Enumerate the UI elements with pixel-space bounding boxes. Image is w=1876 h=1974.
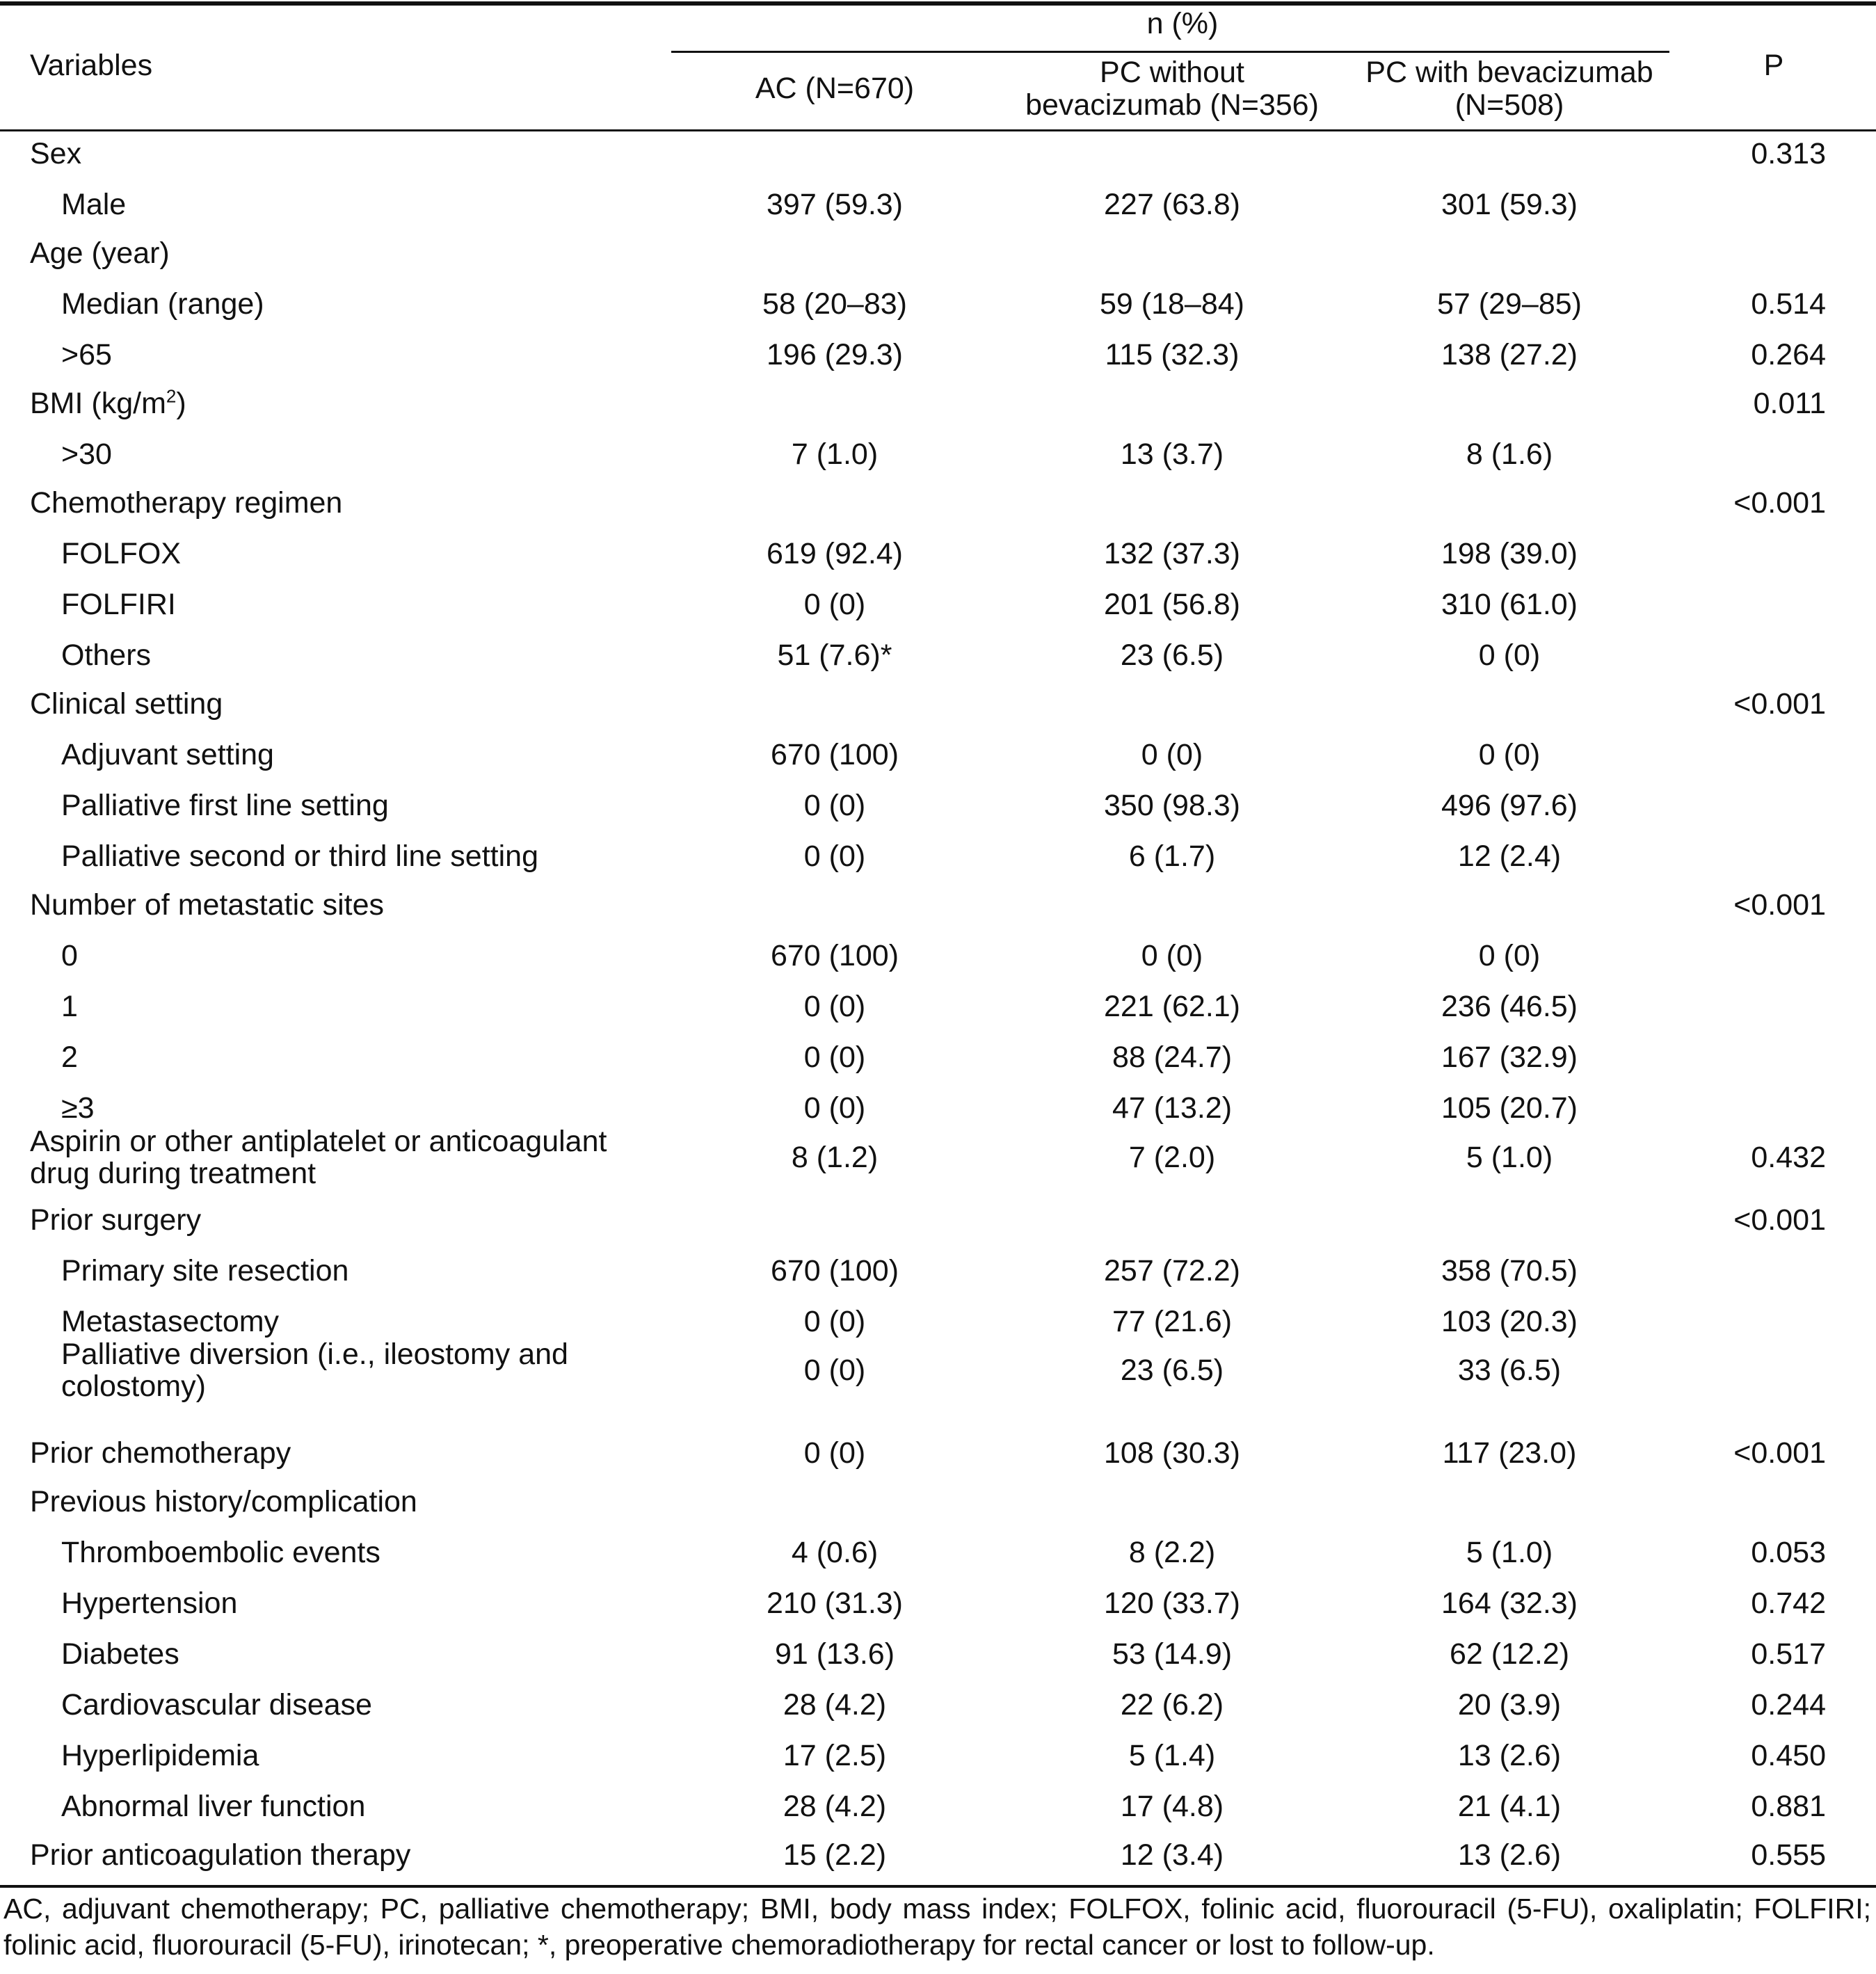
row-label: Palliative diversion (i.e., ileostomy and [61,1338,568,1371]
table-footnote: AC, adjuvant chemotherapy; PC, palliative chemotherapy; BMI, body mass index; FOLFOX, folinic acid, fluorouracil (5-FU), oxaliplatin; FOLFIRI; folinic acid, fluorouracil (5-FU), irinotecan; *, preoperative chemoradiotherapy for rectal cancer or lost to follow-up. [3,1893,1871,1961]
row-label: Metastasectomy [61,1305,280,1338]
cell-pc-with: 167 (32.9) [1441,1041,1578,1074]
cell-ac: 0 (0) [803,1305,866,1338]
cell-ac: 28 (4.2) [783,1688,887,1722]
cell-pc-without: 201 (56.8) [1103,588,1241,621]
cell-pc-with: 12 (2.4) [1457,840,1562,873]
row-label: ≥3 [61,1091,95,1125]
row-label: Adjuvant setting [61,738,274,771]
row-label: Male [61,188,127,221]
cell-pc-with: 0 (0) [1478,939,1541,972]
cell-p-value: 0.514 [1751,287,1826,321]
cell-p-value: 0.881 [1751,1790,1826,1823]
row-label: Diabetes [61,1637,179,1671]
cell-pc-without: 77 (21.6) [1112,1305,1233,1338]
top-rule [0,1,1876,6]
cell-pc-without: 257 (72.2) [1103,1254,1241,1287]
row-label-line2: drug during treatment [30,1157,316,1190]
cell-pc-without: 12 (3.4) [1120,1838,1224,1872]
cell-pc-without: 0 (0) [1141,738,1203,771]
row-label: 0 [61,939,78,972]
header-pc-without-line2: bevacizumab (N=356) [1025,88,1319,122]
row-label: >65 [61,338,112,371]
header-pc-with-line2: (N=508) [1454,88,1564,122]
row-label: Hyperlipidemia [61,1739,259,1772]
cell-ac: 15 (2.2) [783,1838,887,1872]
cell-ac: 4 (0.6) [791,1536,879,1569]
cell-pc-without: 23 (6.5) [1120,1354,1224,1387]
cell-p-value: 0.011 [1753,387,1826,420]
cell-pc-with: 57 (29–85) [1437,287,1582,321]
row-label-line2: colostomy) [61,1370,206,1403]
row-label: Previous history/complication [30,1485,417,1518]
cell-p-value: 0.244 [1751,1688,1826,1722]
cell-ac: 619 (92.4) [766,537,904,570]
cell-pc-without: 22 (6.2) [1120,1688,1224,1722]
cell-pc-without: 53 (14.9) [1112,1637,1233,1671]
cell-ac: 91 (13.6) [774,1637,895,1671]
row-label: Chemotherapy regimen [30,486,343,520]
cell-pc-without: 0 (0) [1141,939,1203,972]
cell-pc-with: 62 (12.2) [1449,1637,1570,1671]
cell-pc-with: 0 (0) [1478,639,1541,672]
row-label: Hypertension [61,1587,238,1620]
cell-p-value: <0.001 [1733,486,1826,520]
cell-ac: 0 (0) [803,1041,866,1074]
cell-pc-with: 117 (23.0) [1442,1436,1577,1470]
cell-pc-with: 496 (97.6) [1441,789,1578,822]
cell-pc-without: 227 (63.8) [1103,188,1241,221]
row-label: Prior anticoagulation therapy [30,1838,411,1872]
header-n-pct: n (%) [1146,7,1219,40]
cell-pc-with: 310 (61.0) [1441,588,1578,621]
cell-pc-without: 115 (32.3) [1105,338,1240,371]
cell-pc-with: 0 (0) [1478,738,1541,771]
cell-pc-with: 20 (3.9) [1457,1688,1562,1722]
row-label: Aspirin or other antiplatelet or anticoagulant [30,1125,607,1158]
cell-pc-with: 8 (1.6) [1466,438,1553,471]
cell-pc-with: 103 (20.3) [1441,1305,1578,1338]
cell-ac: 670 (100) [770,939,899,972]
cell-ac: 210 (31.3) [766,1587,904,1620]
cell-p-value: 0.450 [1751,1739,1826,1772]
cell-p-value: <0.001 [1733,687,1826,721]
row-label: Prior chemotherapy [30,1436,291,1470]
bottom-rule [0,1885,1876,1888]
n-pct-spanner-rule [671,51,1669,53]
cell-ac: 0 (0) [803,588,866,621]
header-p: P [1763,49,1784,82]
header-ac: AC (N=670) [755,72,915,105]
row-label: Palliative second or third line setting [61,840,538,873]
row-label: 1 [61,990,78,1023]
cell-pc-with: 33 (6.5) [1457,1354,1562,1387]
row-label: Palliative first line setting [61,789,389,822]
header-pc-without-line1: PC without [1100,56,1244,89]
row-label: Prior surgery [30,1203,202,1237]
cell-p-value: 0.432 [1751,1141,1826,1174]
cell-ac: 7 (1.0) [791,438,879,471]
cell-ac: 0 (0) [803,1091,866,1125]
row-label: 2 [61,1041,78,1074]
cell-pc-with: 236 (46.5) [1441,990,1578,1023]
cell-pc-without: 23 (6.5) [1120,639,1224,672]
cell-pc-with: 164 (32.3) [1441,1587,1578,1620]
cell-ac: 0 (0) [803,789,866,822]
cell-pc-without: 17 (4.8) [1120,1790,1224,1823]
row-label: FOLFIRI [61,588,176,621]
cell-pc-without: 13 (3.7) [1120,438,1224,471]
cell-ac: 397 (59.3) [766,188,904,221]
cell-pc-with: 5 (1.0) [1466,1536,1553,1569]
row-label: Abnormal liver function [61,1790,366,1823]
cell-ac: 17 (2.5) [783,1739,887,1772]
cell-ac: 28 (4.2) [783,1790,887,1823]
cell-p-value: <0.001 [1733,1436,1826,1470]
cell-p-value: 0.742 [1751,1587,1826,1620]
cell-pc-with: 138 (27.2) [1441,338,1578,371]
cell-pc-with: 105 (20.7) [1441,1091,1578,1125]
cell-ac: 0 (0) [803,1436,866,1470]
cell-pc-without: 5 (1.4) [1128,1739,1216,1772]
row-label: Median (range) [61,287,264,321]
cell-pc-without: 88 (24.7) [1112,1041,1233,1074]
cell-pc-with: 301 (59.3) [1441,188,1578,221]
row-label: BMI $(kg/m^2)$ [30,385,186,420]
cell-pc-without: 59 (18–84) [1100,287,1244,321]
cell-p-value: 0.517 [1751,1637,1826,1671]
cell-pc-with: 358 (70.5) [1441,1254,1578,1287]
cell-ac: 670 (100) [770,738,899,771]
cell-pc-without: 132 (37.3) [1103,537,1241,570]
cell-p-value: 0.555 [1751,1838,1826,1872]
cell-pc-with: 21 (4.1) [1457,1790,1562,1823]
cell-pc-with: 5 (1.0) [1466,1141,1553,1174]
cell-p-value: <0.001 [1733,1203,1826,1237]
cell-ac: 58 (20–83) [762,287,907,321]
cell-pc-without: 47 (13.2) [1112,1091,1233,1125]
row-label: Cardiovascular disease [61,1688,372,1722]
cell-p-value: 0.313 [1751,137,1826,170]
cell-pc-without: 7 (2.0) [1128,1141,1216,1174]
cell-p-value: 0.264 [1751,338,1826,371]
cell-p-value: 0.053 [1751,1536,1826,1569]
row-label: Primary site resection [61,1254,349,1287]
cell-pc-without: 221 (62.1) [1103,990,1241,1023]
header-rule [0,129,1876,131]
row-label: Number of metastatic sites [30,888,385,922]
row-label: FOLFOX [61,537,182,570]
cell-pc-without: 6 (1.7) [1128,840,1216,873]
cell-ac: 0 (0) [803,1354,866,1387]
row-label: Others [61,639,152,672]
row-label: >30 [61,438,112,471]
cell-ac: 196 (29.3) [766,338,904,371]
cell-p-value: <0.001 [1733,888,1826,922]
cell-ac: 670 (100) [770,1254,899,1287]
cell-pc-without: 350 (98.3) [1103,789,1241,822]
header-variables: Variables [30,49,153,82]
cell-pc-with: 198 (39.0) [1441,537,1578,570]
cell-pc-with: 13 (2.6) [1457,1838,1562,1872]
cell-pc-without: 108 (30.3) [1103,1436,1241,1470]
cell-pc-without: 8 (2.2) [1128,1536,1216,1569]
cell-ac: 0 (0) [803,840,866,873]
cell-pc-with: 13 (2.6) [1457,1739,1562,1772]
row-label: Thromboembolic events [61,1536,380,1569]
cell-ac: 8 (1.2) [791,1141,879,1174]
cell-ac: 51 (7.6)* [777,639,892,672]
header-pc-with-line1: PC with bevacizumab [1365,56,1653,89]
cell-pc-without: 120 (33.7) [1103,1587,1241,1620]
cell-ac: 0 (0) [803,990,866,1023]
row-label: Sex [30,137,82,170]
row-label: Age (year) [30,236,170,270]
row-label: Clinical setting [30,687,223,721]
